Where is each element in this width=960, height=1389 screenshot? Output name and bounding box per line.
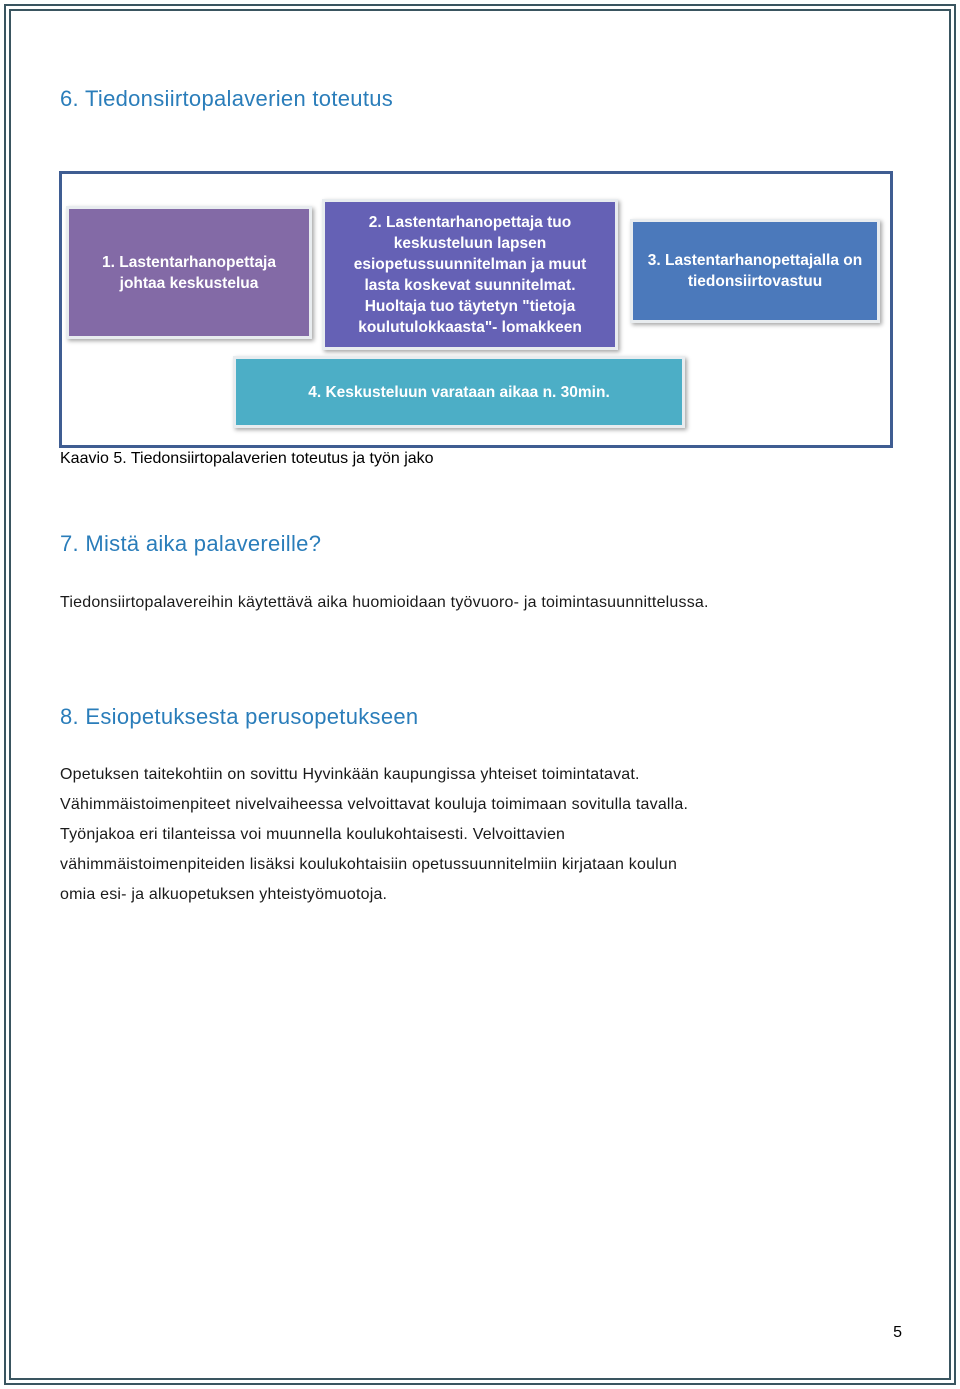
paragraph-line: vähimmäistoimenpiteiden lisäksi koulukohtaisiin opetussuunnitelmiin kirjataan koulun: [60, 856, 678, 873]
paragraph-line: omia esi- ja alkuopetuksen yhteistyömuotoja.: [60, 886, 388, 903]
page-number: 5: [893, 1324, 902, 1341]
diagram-caption: Kaavio 5. Tiedonsiirtopalaverien toteutus ja työn jako: [60, 450, 434, 467]
diagram-step-1: 1. Lastentarhanopettaja johtaa keskustelua: [66, 206, 312, 339]
paragraph-line: Vähimmäistoimenpiteet nivelvaiheessa velvoittavat kouluja toimimaan sovitulla tavalla.: [60, 796, 689, 813]
section-8-heading: 8. Esiopetuksesta perusopetukseen: [60, 704, 419, 729]
section-6-heading: 6. Tiedonsiirtopalaverien toteutus: [60, 86, 394, 111]
paragraph-line: Opetuksen taitekohtiin on sovittu Hyvinkään kaupungissa yhteiset toimintatavat.: [60, 766, 640, 783]
section-7-heading: 7. Mistä aika palavereille?: [60, 531, 322, 556]
section-7-text: Tiedonsiirtopalavereihin käytettävä aika huomioidaan työvuoro- ja toimintasuunnittelussa.: [60, 594, 709, 611]
diagram-step-4: 4. Keskusteluun varataan aikaa n. 30min.: [233, 356, 685, 428]
section-8-paragraph: [60, 760, 688, 910]
diagram-step-3: 3. Lastentarhanopettajalla on tiedonsiirtovastuu: [630, 219, 880, 323]
paragraph-line: Työnjakoa eri tilanteissa voi muunnella koulukohtaisesti. Velvoittavien: [60, 826, 566, 843]
diagram-step-2: 2. Lastentarhanopettaja tuo keskusteluun lapsen esiopetussuunnitelman ja muut lasta koskevat suunnitelmat. Huoltaja tuo täytetyn "tietoja koulutulokkaasta"- lomakkeen: [322, 199, 618, 350]
